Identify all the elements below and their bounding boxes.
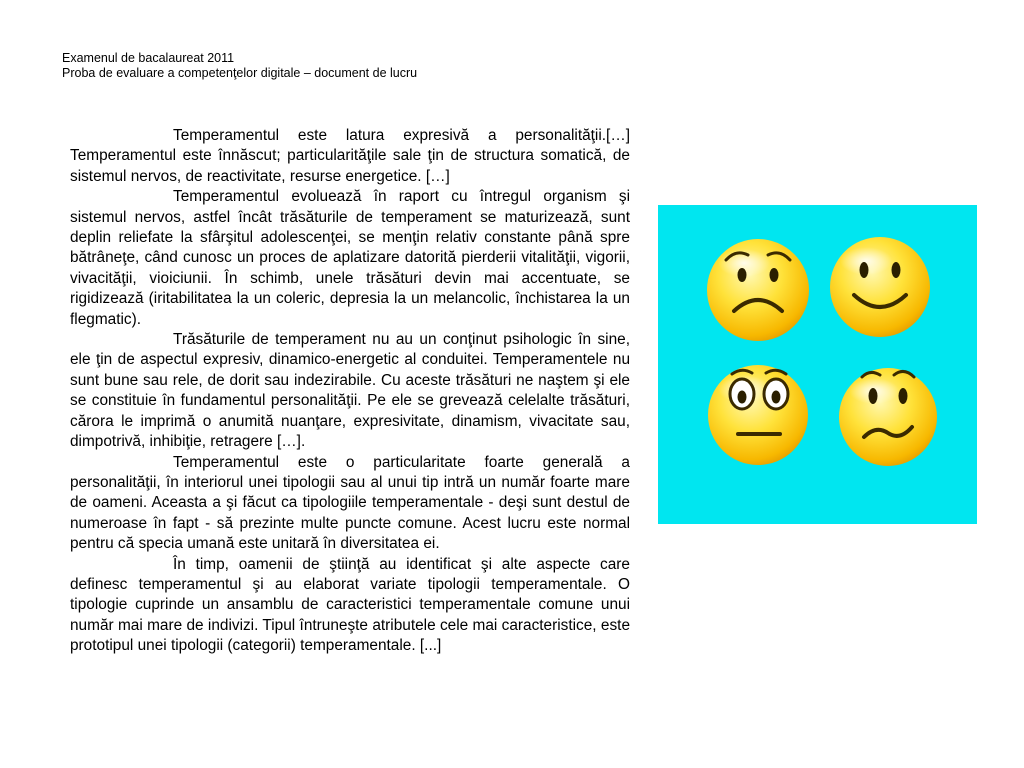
paragraph-3: Trăsăturile de temperament nu au un conţinut psihologic în sine, ele ţin de aspectul expresiv, dinamico-energetic al conduitei. Temperamentele nu sunt bune sau rele, de dorit sau indezirabile. Cu aceste trăsături ne naştem şi ele se constituie în fundamentul personalităţii. Pe ele se grevează celelalte trăsături, cărora le imprimă o anumită nuanţare, expresivitate, dinamism, vivacitate sau, dimpotrivă, inhibiţie, retragere […]. — [70, 331, 630, 451]
paragraph-5: În timp, oamenii de ştiinţă au identificat şi alte aspecte care definesc temperamentul şi au elaborat variate tipologii temperamentale. O tipologie cuprinde un ansamblu de caracteristici temperamentale comune unui număr mai mare de indivizi. Tipul întruneşte atributele cele mai caracteristice, este prototipul unei tipologii (categorii) temperamentale. [...] — [70, 555, 630, 655]
paragraph-4: Temperamentul este o particularitate foarte generală a personalităţii, în interiorul unei tipologii sau al unui tip intră un număr foarte mare de oameni. Aceasta a şi făcut ca tipologiile temperamentale - deşi sunt destul de numeroase în fapt - să prezinte multe puncte comune. Acest lucru este normal pentru că specia umană este unitară în diversitatea ei. — [70, 453, 630, 553]
happy-face-icon — [830, 237, 930, 337]
header-line-exam: Examenul de bacalaureat 2011 — [62, 51, 235, 65]
sad-face-icon — [707, 239, 809, 341]
surprised-face-icon — [708, 365, 808, 465]
uncertain-face-icon — [839, 368, 937, 466]
paragraph-1: Temperamentul este latura expresivă a personalităţii.[…] Temperamentul este înnăscut; particularităţile sale ţin de structura somatică, de sistemul nervos, de reactivitate, resurse energetice. […] — [70, 127, 630, 185]
document-header — [62, 51, 417, 81]
header-line-subtitle: Proba de evaluare a competenţelor digitale – document de lucru — [62, 66, 418, 80]
paragraph-2: Temperamentul evoluează în raport cu întregul organism şi sistemul nervos, astfel încât trăsăturile de temperament se maturizează, sunt deplin reliefate la sfârşitul adolescenţei, se menţin relativ constante până spre bătrâneţe, când cunosc un proces de aplatizare datorită pierderii vitalităţii, vigorii, vivacităţii, vioiciunii. În schimb, unele trăsături devin mai accentuate, se rigidizează (iritabilitatea la un coleric, depresia la un melancolic, închistarea la un flegmatic). — [70, 188, 630, 328]
emoji-faces-image — [658, 205, 977, 524]
document-body — [70, 126, 630, 657]
